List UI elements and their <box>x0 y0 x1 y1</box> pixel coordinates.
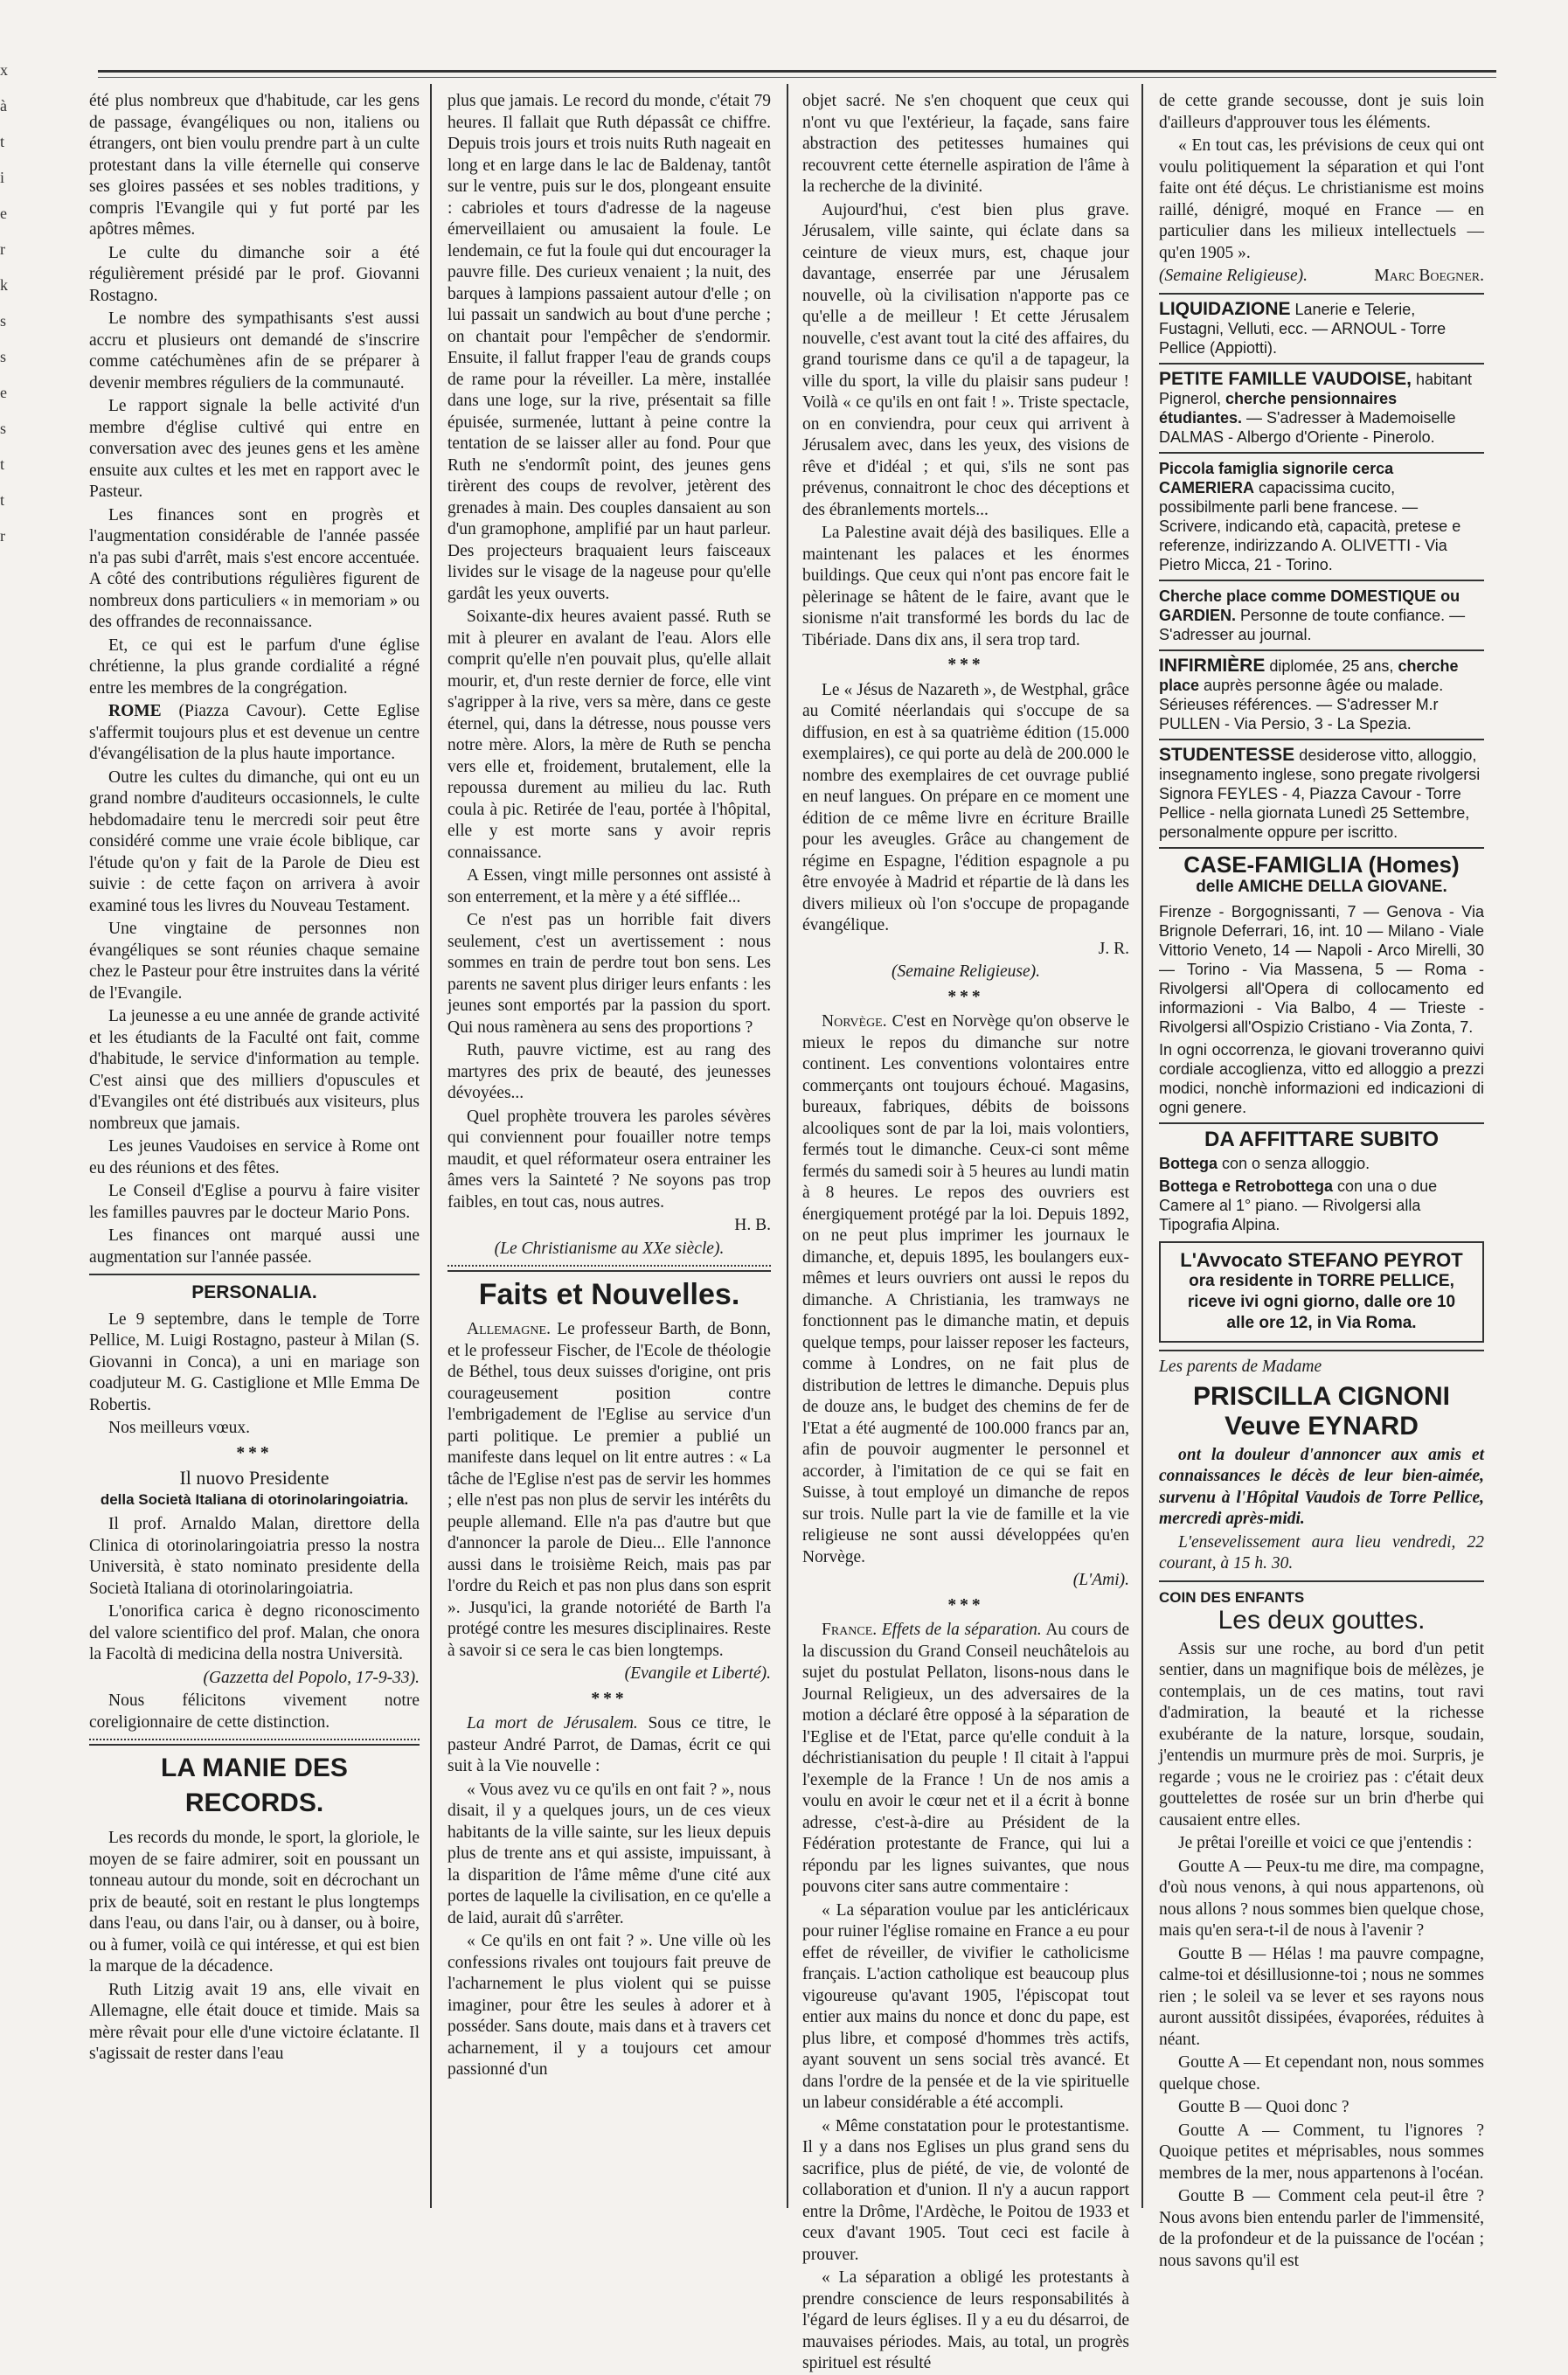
section-rule <box>89 1739 420 1746</box>
paragraph: Le « Jésus de Nazareth », de Westphal, grâce au Comité néerlandais qui s'occupe de sa diffusion, en est à sa quatrième édition (15.000 exemplaires), ce qui porte au delà de 200.000 le nombre des exemplaires de cet ouvrage publié en neuf langues. On prépare en ce moment une édition de ce même livre en écriture Braille pour les aveugles. Grâce au changement de régime en Espagne, l'édition espagnole a pu être envoyée à Madrid et répartie de là dans les divers milieux où l'on s'occupe de propagande évangélique. <box>802 680 1129 934</box>
left-margin-fragments: x à t i e r k s s e s t t r <box>0 61 8 545</box>
separator-stars: *** <box>947 656 984 674</box>
affittare-heading: DA AFFITTARE SUBITO <box>1204 1127 1439 1151</box>
section-rule <box>89 1274 420 1275</box>
dialogue-line: Goutte A — Peux-tu me dire, ma compagne, d'où nous venons, à qui nous appartenons, où nous allons ? nous sommes bien quelque chose, mais qu'en sera-t-il de nous à l'avenir ? <box>1159 1857 1484 1940</box>
ad-rule <box>1159 580 1484 581</box>
paragraph-france: France. Effets de la séparation. Au cours de la discussion du Grand Conseil neuchâtelois au sujet du postulat Pellaton, lisons-nous dans le Journal Religieux, un des adversaires de la motion a déclaré être opposé à la séparation de l'Eglise et de l'Etat, parce qu'elle conduit à la déchristianisation du peuple ! Il citait à l'appui l'exemple de la France ! Un de nos amis a voulu en avoir le cœur net et il a écrit à bonne adresse, c'est-à-dire au Président de la Fédération protestante de France, qui lui a répondu par les lignes suivantes, que nous pouvons citer sans autre commentaire : <box>802 1621 1129 1896</box>
paragraph: objet sacré. Ne s'en choquent que ceux qui n'ont vu que l'extérieur, la façade, sans faire abstraction des petitesses humaines qui recouvrent cette éternelle aspiration de l'âme à la recherche de la divinité. <box>802 92 1129 196</box>
dialogue-line: Goutte B — Comment cela peut-il être ? Nous avons bien entendu parler de l'immensité, de la profondeur et de la puissance de l'océan ; nous savons qu'il est <box>1159 2187 1484 2270</box>
ad-liquidazione: LIQUIDAZIONE Lanerie e Telerie, Fustagni, Velluti, ecc. — ARNOUL - Torre Pellice (Appiotti). <box>1159 298 1447 357</box>
funeral-intro: Les parents de Madame <box>1159 1358 1322 1376</box>
ad-domestique: Cherche place comme DOMESTIQUE ou GARDIEN. Personne de toute confiance. — S'adresser au journal. <box>1159 587 1466 643</box>
ad-rule <box>1159 1122 1484 1124</box>
paragraph-rome: ROME (Piazza Cavour). Cette Eglise s'affermit toujours plus et est devenue un centre d'évangélisation de la plus haute importance. <box>89 702 420 763</box>
gouttes-heading: Les deux gouttes. <box>1218 1606 1426 1635</box>
section-rule <box>1159 293 1484 295</box>
paragraph: Les jeunes Vaudoises en service à Rome ont eu des réunions et des fêtes. <box>89 1137 420 1177</box>
paragraph: Soixante-dix heures avaient passé. Ruth se mit à pleurer en avalant de l'eau. Alors elle comprit qu'elle n'en pouvait plus, qu'elle allait mourir, et, d'un reste dernier de force, elle vint s'agripper à la rive, vers sa mère, dans ce geste éternel, qui, dans la détresse, nous pousse vers notre mère. Alors, la mère de Ruth se pencha vers elle et, froidement, brutalement, elle la repoussa durement au milieu du lac. Ruth coula à pic. Retirée de l'eau, portée à l'hôpital, elle y est morte sans y avoir repris connaissance. <box>448 608 771 862</box>
paragraph: Assis sur une roche, au bord d'un petit sentier, dans un magnifique bois de mélèzes, je contemplais, un de ces matins, tout ravi d'admiration, la beauté et la richesse exubérante de la nature, lorsque, soudain, j'entendis un murmure près de moi. Surpris, je regarde ; vous ne le croiriez pas : c'était deux gouttelettes de rosée sur un brin d'herbe qui causaient entre elles. <box>1159 1639 1484 1830</box>
paragraph: Les finances ont marqué aussi une augmentation sur l'année passée. <box>89 1226 420 1267</box>
case-famiglia-heading: CASE-FAMIGLIA (Homes) <box>1183 851 1460 878</box>
paragraph: Ruth, pauvre victime, est au rang des martyres des prix de beauté, des jeunesses dévoyées... <box>448 1041 771 1102</box>
paragraph: Quel prophète trouvera les paroles sévères qui conviennent pour fouailler notre temps maudit, et quel réformateur osera entrainer les âmes vers la Sainteté ? Ne soyons pas trop faibles, en tout cas, nous autres. <box>448 1107 771 1212</box>
paragraph: Nos meilleurs vœux. <box>108 1419 250 1437</box>
rome-heading: ROME <box>108 702 162 720</box>
paragraph: Outre les cultes du dimanche, qui ont eu un grand nombre d'auditeurs occasionnels, le culte hebdomadaire tenu le mercredi soir peut être considéré comme une vraie école biblique, car l'étude qu'on y fait de la Parole de Dieu est suivie : de cette façon on arrivera à avoir examiné tous les livres du Nouveau Testament. <box>89 767 420 915</box>
paragraph: Aujourd'hui, c'est bien plus grave. Jérusalem, ville sainte, qui éclate dans sa ceinture de vieux murs, est, chaque jour davantage, enserrée par une Jérusalem nouvelle, où la civilisation n'apporte pas ce qu'elle a de meilleur ! Et cette Jérusalem nouvelle, c'est avant tout la cité des affaires, du grand tourisme dans ce qu'il a de tapageur, la ville du sport, la ville du plaisir sans pudeur ! Voilà « ce qu'ils en ont fait ! ». Triste spectacle, on en conviendra, pour ceux qui arrivent à Jérusalem avec, dans les yeux, des visions de rêve et d'idéal ; et qui, s'ils ne sont pas prévenus, connaitront le choc des déceptions et des ébranlements mortels... <box>802 200 1129 519</box>
affittare-line: Bottega con o senza alloggio. <box>1159 1155 1370 1172</box>
personalia-heading: PERSONALIA. <box>191 1282 317 1302</box>
paragraph-norvege: Norvège. C'est en Norvège qu'on observe le mieux le repos du dimanche sur notre continent. Les conventions volontaires entre commerçants ont toujours échoué. Magasins, bureaux, fabriques, débits de boissons alcooliques sont de par la loi, mais volontiers, fermés tout le dimanche. Ceux-ci sont même fermés du samedi soir à 5 heures au lundi matin à 8 heures. Le repos des ouvriers est énergiquement protégé par la loi. Depuis 1892, on ne peut plus imprimer les journaux le dimanche, et, depuis 1895, les boulangers eux-mêmes et leurs ouvriers ont aussi le repos du dimanche. A Christiania, les tramways ne fonctionnent pas le dimanche matin, et depuis quelque temps, pour laisser reposer les facteurs, comme à Londres, on ne fait plus de distribution de lettres le dimanche. Depuis plus de douze ans, le budget des chemins de fer de l'Etat a été augmenté de 100.000 francs par an, afin de pouvoir augmenter le personnel et accorder, à l'imitation de ce qui se fait en Suisse, à tout employé un dimanche de repos sur trois. Nulle part la vie de famille et la vie religieuse ne sont aussi développées qu'en Norvège. <box>802 1012 1129 1566</box>
source-citation: (Gazzetta del Popolo, 17-9-33). <box>203 1668 420 1687</box>
dialogue-line: Goutte B — Hélas ! ma pauvre compagne, calme-toi et désillusionne-toi ; nous ne sommes rien ; le soleil va se lever et ses rayons nous auront aussitôt dissipées, évaporées, réduites à néant. <box>1159 1944 1484 2049</box>
column-divider <box>787 84 788 2208</box>
president-heading: Il nuovo Presidente <box>179 1467 330 1489</box>
dialogue-line: Goutte A — Et cependant non, nous sommes quelque chose. <box>1159 2053 1484 2094</box>
paragraph: Le nombre des sympathisants s'est aussi accru et plusieurs ont demandé de s'inscrire comme catéchumènes afin de se préparer à devenir membres réguliers de la communauté. <box>89 309 420 392</box>
ad-rule <box>1159 363 1484 365</box>
paragraph: Ce n'est pas un horrible fait divers seulement, c'est un avertissement : nous sommes en train de perdre tout bon sens. Les parents ne savent plus diriger leurs enfants : les jeunes sont emportés par la passion du sport. Qui nous ramènera au sens des proportions ? <box>448 911 771 1037</box>
paragraph: « Même constatation pour le protestantisme. Il y a dans nos Eglises un plus grand sens du sacrifice, plus de piété, de vie, de volonté de collaboration et d'union. Il n'y a aucun rapport entre la Drôme, l'Ardèche, le Poitou de 1933 et ceux d'avant 1905. Tout ceci est facile à prouver. <box>802 2116 1129 2264</box>
paragraph: Ruth Litzig avait 19 ans, elle vivait en Allemagne, elle était douce et timide. Mais sa mère rêvait pour elle d'une victoire éclatante. Il s'agissait de rester dans l'eau <box>89 1980 420 2063</box>
paragraph: La Palestine avait déjà des basiliques. Elle a maintenant les palaces et les énormes buildings. Que ceux qui n'ont pas encore fait le pèlerinage se hâtent de le faire, avant que le sionisme n'ait transformé les bords du lac de Tibériade. Dans dix ans, il sera trop tard. <box>802 524 1129 649</box>
paragraph: Le 9 septembre, dans le temple de Torre Pellice, M. Luigi Rostagno, pasteur à Milan (S. Giovanni in Conca), a uni en mariage son coadjuteur M. G. Castiglione et Mlle Emma De Robertis. <box>89 1309 420 1414</box>
paragraph: de cette grande secousse, dont je suis loin d'ailleurs d'approuver tous les éléments. <box>1159 92 1484 132</box>
ad-rule <box>1159 739 1484 740</box>
separator-stars: *** <box>591 1689 628 1708</box>
paragraph: Je prêtai l'oreille et voici ce que j'entendis : <box>1178 1834 1473 1852</box>
column-1 <box>89 91 420 2206</box>
paragraph: « La séparation a obligé les protestants à prendre conscience de leurs responsabilités à l'égard de leurs églises. Il y a eu du désarroi, de mauvaises périodes. Mais, au total, un progrès spirituel est résulté <box>802 2268 1129 2372</box>
section-rule <box>1159 1350 1484 1351</box>
source-citation: (L'Ami). <box>1072 1571 1129 1589</box>
paragraph: Le Conseil d'Eglise a pourvu à faire visiter les familles pauvres par le docteur Mario Pons. <box>89 1182 420 1222</box>
paragraph: Le rapport signale la belle activité d'un membre d'église cultivé qui entre en conversation avec des jeunes gens et les amène ensuite aux cultes et les met en rapport avec le Pasteur. <box>89 397 420 501</box>
top-rule-thin <box>98 77 1496 78</box>
separator-stars: *** <box>236 1443 273 1462</box>
paragraph: Le culte du dimanche soir a été régulièrement présidé par le prof. Giovanni Rostagno. <box>89 243 420 305</box>
dialogue-line: Goutte A — Comment, tu l'ignores ? Quoique petites et méprisables, nous sommes membres de la mer, nous appartenons à l'océan. <box>1159 2121 1484 2183</box>
country-heading: Allemagne. <box>467 1320 551 1338</box>
paragraph: La jeunesse a eu une année de grande activité et les étudiants de la Faculté ont fait, comme d'habitude, le service d'information au temple. C'est ainsi que des milliers d'opuscules et d'Evangiles ont été distribués aux visiteurs, plus nombreux que jamais. <box>89 1007 420 1133</box>
funeral-text: ont la douleur d'annoncer aux amis et connaissances le décès de leur bien-aimée, survenu à l'Hôpital Vaudois de Torre Pellice, mercredi après-midi. <box>1159 1445 1484 1528</box>
paragraph: Nous félicitons vivement notre coreligionnaire de cette distinction. <box>89 1691 420 1732</box>
separator-stars: *** <box>947 1595 984 1615</box>
source-citation: (Le Christianisme au XXe siècle). <box>494 1239 725 1258</box>
paragraph: A Essen, vingt mille personnes ont assisté à son enterrement, et la mère y a été sifflée... <box>448 866 771 906</box>
ad-rule <box>1159 452 1484 454</box>
paragraph: « Ce qu'ils en ont fait ? ». Une ville où les confessions rivales ont toujours fait preuve de l'acharnement le plus violent qui se puisse imaginer, pour être les seules à adorer et à posséder. Sans doute, mais dans et à travers cet acharnement, il y a toujours cet amour passionné d'un <box>448 1932 771 2079</box>
paragraph: L'onorifica carica è degno riconoscimento del valore scientifico del prof. Malan, che onora la Facoltà di medicina della nostra Università. <box>89 1602 420 1663</box>
country-heading: Norvège. <box>822 1012 887 1031</box>
affittare-line: Bottega e Retrobottega con una o due Camere al 1° piano. — Rivolgersi alla Tipografia Alpina. <box>1159 1177 1438 1233</box>
case-famiglia-addresses: Firenze - Borgognissanti, 7 — Genova - Via Brignole Deferrari, 16, int. 10 — Milano - Viale Vittorio Veneto, 14 — Napoli - Arco Mirelli, 30 — Torino - Via Massena, 5 — Roma - Rivolgersi all'Opera di collocamento ed informazioni - Via Balbo, 4 — Trieste - Rivolgersi all'Ospizio Cristiano - Via Zonta, 7. <box>1159 902 1484 1036</box>
paragraph-mort: La mort de Jérusalem. Sous ce titre, le pasteur André Parrot, de Damas, écrit ce qui suit à la Vie nouvelle : <box>448 1714 772 1775</box>
ad-infirmiere: INFIRMIÈRE diplomée, 25 ans, cherche place auprès personne âgée ou malade. Sérieuses références. — S'adresser M.r PULLEN - Via Persio, 3 - La Spezia. <box>1159 655 1459 733</box>
ad-famille-vaudoise: PETITE FAMILLE VAUDOISE, habitant Pignerol, cherche pensionnaires étudiantes. — S'adresser à Mademoiselle DALMAS - Albergo d'Oriente - Pinerolo. <box>1159 368 1473 446</box>
faits-heading: Faits et Nouvelles. <box>478 1278 740 1311</box>
column-divider <box>1141 84 1143 2208</box>
ad-rule <box>1159 649 1484 651</box>
ad-cameriera: Piccola famiglia signorile cerca CAMERIERA capacissima cucito, possibilmente parli bene francese. — Scrivere, indicando età, capacità, pretese e referenze, indirizzando A. OLIVETTI - Via Pietro Micca, 21 - Torino. <box>1159 459 1461 573</box>
source-citation: (Evangile et Liberté). <box>624 1664 771 1683</box>
funeral-text: L'ensevelissement aura lieu vendredi, 22 courant, à 15 h. 30. <box>1159 1532 1484 1573</box>
paragraph: Il prof. Arnaldo Malan, direttore della Clinica di otorinolaringoiatria presso la nostra Università, è stato nominato presidente della Società Italiana di otorinolaringoiatria. <box>89 1515 420 1598</box>
column-3 <box>802 91 1129 2372</box>
paragraph: Les finances sont en progrès et l'augmentation considérable de l'année passée n'a pas subi d'arrêt, mais s'est encore accentuée. A côté des contributions régulières figurent de nombreux dons particuliers « in memoriam » ou des offrandes de reconnaissance. <box>89 505 420 631</box>
paragraph: « Vous avez vu ce qu'ils en ont fait ? », nous disait, il y a quelques jours, un de ces vieux habitants de la ville sainte, sur les lieux depuis plus de trente ans et qui assiste, impuissant, à la disparition de l'âme même d'une cité aux portes de laquelle la civilisation, en ce qu'elle a de laid, aurait dû s'arrêter. <box>448 1780 771 1927</box>
source-line: (Semaine Religieuse). Marc Boegner. <box>1159 267 1484 285</box>
peyrot-notice: L'Avvocato STEFANO PEYROT ora residente in TORRE PELLICE, riceve ivi ogni giorno, dalle ore 10 alle ore 12, in Via Roma. <box>1159 1241 1484 1343</box>
signature: J. R. <box>1098 939 1129 958</box>
paragraph: été plus nombreux que d'habitude, car les gens de passage, évangéliques ou non, italiens ou étrangers, ont bien voulu prendre part à un culte protestant dans la ville éternelle qui conserve ses gloires passées et ses nobles traditions, y compris l'Evangile qui y fut porté par les apôtres mêmes. <box>89 92 420 239</box>
case-famiglia-subheading: delle AMICHE DELLA GIOVANE. <box>1196 878 1447 896</box>
column-4 <box>1159 91 1484 2270</box>
paragraph: Et, ce qui est le parfum d'une église chrétienne, la plus grande cordialité a régné entre les membres de la congrégation. <box>89 635 420 698</box>
paragraph: « En tout cas, les prévisions de ceux qui ont voulu politiquement la séparation et qui l'ont faite ont été déçus. Le christianisme est moins raillé, dénigré, moqué en France — en particulier dans les milieux intellectuels — qu'en 1905 ». <box>1159 136 1484 262</box>
section-rule <box>1159 1580 1484 1582</box>
section-rule <box>448 1265 771 1272</box>
coin-enfants-heading: COIN DES ENFANTS <box>1159 1588 1305 1606</box>
column-2 <box>448 91 771 2206</box>
ad-rule <box>1159 847 1484 849</box>
source-citation: (Semaine Religieuse). <box>891 962 1040 981</box>
paragraph-allemagne: Allemagne. Le professeur Barth, de Bonn, et le professeur Fischer, de l'Ecole de théologie de Béthel, tous deux suisses d'origine, ont pris courageusement position contre l'embrigadement de l'Eglise au service d'un parti politique. Le premier a publié un manifeste dans lequel on lit entre autres : « La tâche de l'Eglise n'est pas de servir les hommes ; elle n'est pas non plus de servir les intérêts du peuple allemand. Elle n'a pas d'autre but que d'annoncer la parole de Dieu... Elle l'annonce aussi dans le troisième Reich, mais pas par l'ordre du Reich et pas non plus dans son esprit ». Jusqu'ici, la grande notoriété de Barth l'a protégé contre les mesures disciplinaires. Reste à savoir si ce sera le cas bien longtemps. <box>448 1320 771 1660</box>
case-famiglia-note: In ogni occorrenza, le giovani troveranno quivi cordiale accoglienza, vitto ed alloggio a prezzi modici, nonchè informazioni ed indicazioni di ogni genere. <box>1159 1040 1484 1116</box>
dialogue-line: Goutte B — Quoi donc ? <box>1178 2098 1349 2116</box>
funeral-name: PRISCILLA CIGNONI Veuve EYNARD <box>1193 1381 1450 1441</box>
top-rule <box>98 70 1496 73</box>
paragraph: Une vingtaine de personnes non évangéliques se sont réunies chaque semaine chez le Pasteur pour être instruites dans la vérité de l'Evangile. <box>89 920 420 1003</box>
paragraph: « La séparation voulue par les anticléricaux pour ruiner l'église romaine en France a eu pour effet de réveiller, de vivifier le catholicisme français. L'action catholique est beaucoup plus vigoureuse qu'avant 1905, l'épiscopat tout entier aux mains du nonce et donc du pape, est plus libre, et composé d'hommes très actifs, ayant souvent un sens social très avancé. Et dans l'ordre de la pensée et de la vie spirituelle un labeur considérable a été accompli. <box>802 1900 1129 2112</box>
paragraph: Les records du monde, le sport, la gloriole, le moyen de se faire admirer, soit en poussant un tonneau autour du monde, soit en décrochant un prix de beauté, soit en restant le plus longtemps dans l'eau, ou dans l'air, ou à danser, ou à boire, ou à fumer, voilà ce qui intéresse, et qui est bien la marque de la décadence. <box>89 1829 420 1976</box>
article-heading: La mort de Jérusalem. <box>467 1714 638 1733</box>
paragraph: plus que jamais. Le record du monde, c'était 79 heures. Il fallait que Ruth dépassât ce chiffre. Depuis trois jours et trois nuits Ruth nageait en long et en large dans le lac de Baldenay, tantôt sur le ventre, puis sur le dos, plongeant ensuite : cabrioles et tours d'adresse de la nageuse émerveillaient ou amusaient la foule. Le lendemain, ce fut la foule qui dut encourager la pauvre fille. Des curieux venaient ; la nuit, des barques à lampions passaient autour d'elle ; on lui passait un sandwich au bout d'une perche ; on chantait pour l'empêcher de s'endormir. Ensuite, il fallut frapper l'eau de grands coups de rame pour la réveiller. La mère, installée dans une loge, sur la rive, présentait sa fille épuisée, surmenée, luttant à peine contre la tentation de se laisser aller au fond. Pour que Ruth ne s'endormît point, des jeunes gens tirèrent des coups de revolver, jetèrent des grenades à main. Des couples dansaient au son d'un gramophone, amplifié par un haut parleur. Des projecteurs braquaient leurs faisceaux livides sur le visage de la nageuse pour qu'elle gardât les yeux ouverts. <box>448 92 771 603</box>
records-heading: LA MANIE DES RECORDS. <box>161 1753 348 1817</box>
ad-studentesse: STUDENTESSE desiderose vitto, alloggio, insegnamento inglese, sono pregate rivolgersi Signora FEYLES - 4, Piazza Cavour - Torre Pellice - nella giornata Lunedì 25 Settembre, personalmente oppure per iscritto. <box>1159 744 1481 841</box>
column-divider <box>430 84 432 2208</box>
signature: H. B. <box>734 1216 771 1234</box>
country-heading: France. <box>822 1621 878 1639</box>
president-subheading: della Società Italiana di otorinolaringoiatria. <box>100 1490 409 1508</box>
separator-stars: *** <box>947 987 984 1006</box>
